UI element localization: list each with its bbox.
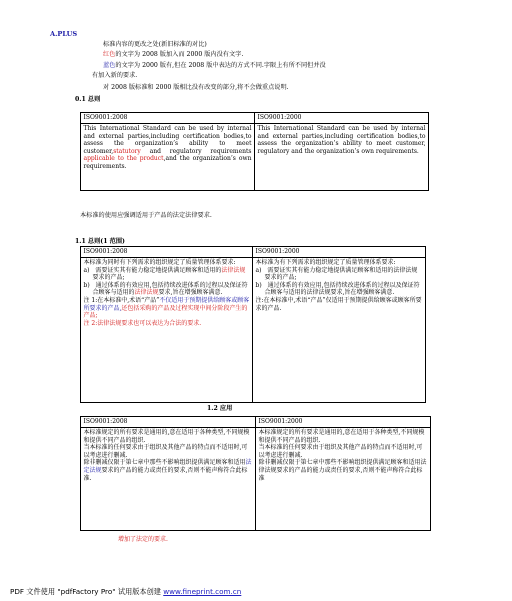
- brand-label: A.PLUS: [50, 30, 78, 38]
- legend-blue-line: [103, 62, 326, 70]
- legend-blue-text-cont: 有加入新的要求.: [92, 72, 138, 79]
- legend-note: 对 2008 版标准和 2000 版相比没有改变的部分,将不会做重点说明.: [103, 84, 289, 91]
- footer-link[interactable]: www.fineprint.com.cn: [163, 587, 242, 596]
- para-3-2008: 除非删减仅限于第七章中那些不影响组织提供满足顾客和适用法定法规要求的产品的能力或责任的要求,否则不能声称符合此标准.: [83, 459, 252, 482]
- section-1-1-table: [80, 246, 426, 403]
- cell-2008-text: [81, 428, 256, 531]
- section-0-1-summary: 本标准的使用应强调适用于产品的法定法律要求.: [80, 212, 212, 219]
- legend-red-marker: 红色: [103, 51, 116, 58]
- footer-text: PDF 文件使用 "pdfFactory Pro" 试用版本创建: [10, 587, 164, 596]
- note-2-2008: 注 2:法律法规要求也可以表达为合法的要求.: [83, 319, 202, 327]
- cell-2008-text: [81, 124, 255, 191]
- cell-2000-text: [253, 258, 426, 403]
- item-a-2000: a) 需要证实其有能力稳定地提供满足顾客和适用的法律法规要求的产品;: [255, 266, 418, 282]
- intro-2008: 本标准为同时有下列需求的组织规定了质量管理体系要求:: [83, 259, 236, 266]
- legend-blue-marker: 蓝色: [103, 62, 116, 69]
- item-b-2008: b) 通过体系的有效应用,包括持续改进体系的过程以及保证符合顾客与适用的法律法规要求,旨在增强顾客满意.: [83, 281, 248, 297]
- legend-title: 标准内容的更改之处(新旧标准的对比): [103, 41, 207, 48]
- col-header-2008: ISO9001:2008: [81, 113, 255, 124]
- intro-2000: 本标准为有下列需求的组织规定了质量管理体系要求:: [255, 259, 396, 266]
- note-2000: 注:在本标准中,术语“产品”仅适用于预期提供给顾客或顾客所要求的产品.: [255, 296, 422, 312]
- cell-2000-text: [256, 428, 431, 531]
- col-header-2008: ISO9001:2008: [81, 417, 256, 428]
- para-2-2008: 当本标准的任何要求由于组织及其他产品的特点而不适用时,可以考虑进行删减.: [83, 444, 248, 459]
- legend-blue-text: 的文字为 2000 版有,但在 2008 版中表达的方式不同.字限上有所不同但并没: [115, 62, 326, 69]
- highlight-statutory: statutory: [113, 147, 141, 155]
- col-header-2000: ISO9001:2000: [253, 247, 426, 258]
- note-1-2008: 注 1:在本标准中,术语“产品”不仅适用于预期提供给顾客或顾客所要求的产品,还包括采购的产品及过程实现中间分阶段产生的产品;: [83, 296, 250, 320]
- en-paragraph-2000: This International Standard can be used by internal and external parties,including certification bodies,to assess the organization’s ability to meet customer, regulatory and the organization’s own requirements.: [257, 125, 426, 155]
- legend-red-text: 的文字为 2008 版加入而 2000 版内没有文字.: [115, 51, 244, 58]
- item-b-2000: b) 通过体系的有效应用,包括持续改进体系的过程以及保证符合顾客与适用的法律法规要求,旨在增强顾客满意.: [255, 281, 420, 297]
- section-0-1-heading: 0.1 总则: [75, 96, 101, 103]
- en-paragraph-2008: This International Standard can be used by internal and external parties,including certification bodies,to assess the organization’s ability to meet customer,statutory and regulatory requirements applicable to the product,and the organization’s own requirements.: [83, 125, 252, 170]
- col-header-2000: ISO9001:2000: [255, 113, 429, 124]
- para-3-2000: 除非删减仅限于第七章中那些不影响组织提供满足顾客和适用法律法规要求的产品的能力或责任的要求,否则不能声称符合此标准: [258, 459, 427, 482]
- section-1-2-table: [80, 416, 431, 531]
- col-header-2008: ISO9001:2008: [81, 247, 253, 258]
- cell-2000-text: [255, 124, 429, 191]
- para-1-2008: 本标准规定的所有要求是通用的,意在适用于各种类型,不同规模和提供不同产品的组织.: [83, 429, 250, 444]
- cell-2008-text: [81, 258, 253, 403]
- section-0-1-table: [80, 112, 429, 191]
- col-header-2000: ISO9001:2000: [256, 417, 431, 428]
- section-1-2-heading: 1.2 应用: [207, 405, 233, 412]
- highlight-applicable: applicable to the product: [83, 155, 164, 163]
- para-2-2000: 当本标准的任何要求由于组织及其他产品的特点而不适用时,可以考虑进行删减.: [258, 444, 423, 459]
- pdf-footer: [10, 587, 241, 596]
- item-a-2008: a) 需要证实其有能力稳定地提供满足顾客和适用的法律法规要求的产品;: [83, 266, 246, 282]
- section-1-2-note: 增加了法定的要求.: [118, 536, 168, 543]
- section-1-1-heading: 1.1 总则(1 范围): [75, 238, 125, 245]
- legend-red-line: [103, 51, 243, 59]
- para-1-2000: 本标准规定的所有要求是通用的,意在适用于各种类型,不同规模和提供不同产品的组织.: [258, 429, 425, 444]
